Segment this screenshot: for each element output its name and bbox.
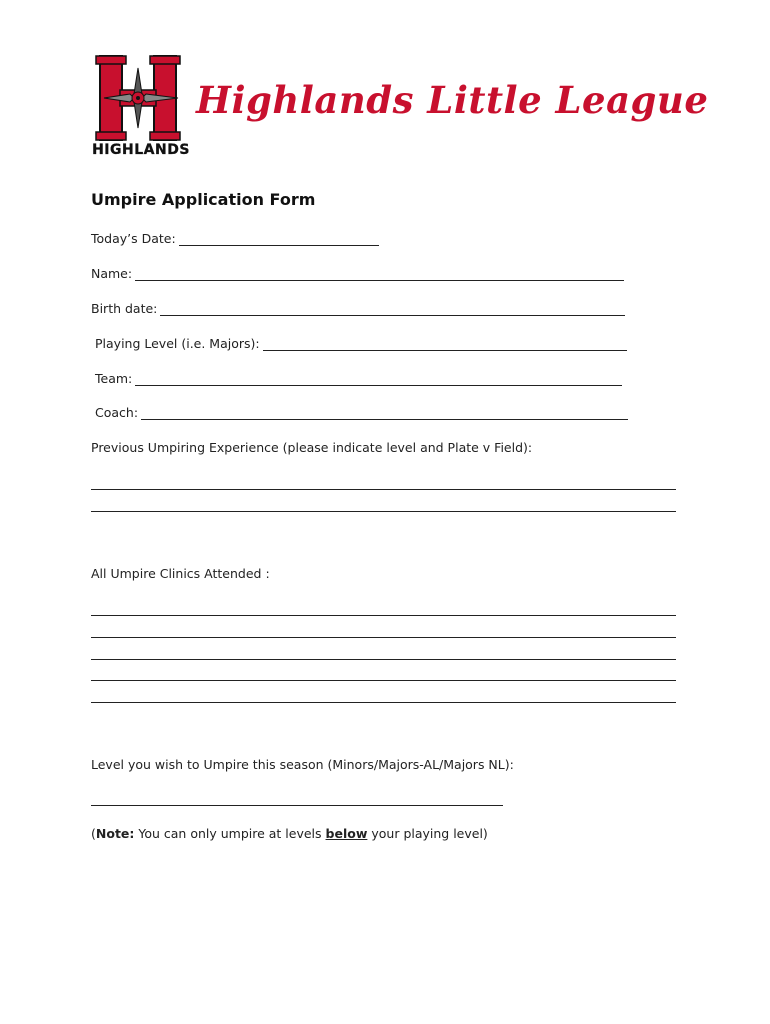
name-input-line[interactable] (135, 267, 624, 281)
coach-input-line[interactable] (141, 406, 628, 420)
team-label: Team: (95, 371, 133, 386)
league-title: Highlands Little League (196, 78, 709, 122)
coach-label: Coach: (95, 405, 139, 420)
note-bold-label: Note: (95, 826, 135, 841)
team-input-line[interactable] (135, 372, 622, 386)
note-text-part2: your playing level) (367, 826, 488, 841)
birth-date-label: Birth date: (91, 301, 158, 316)
note-text-part1: You can only umpire at levels (134, 826, 326, 841)
note-text (91, 826, 488, 841)
todays-date-field[interactable] (91, 231, 379, 246)
clinics-line-4[interactable] (91, 680, 676, 681)
previous-experience-label: Previous Umpiring Experience (please indicate level and Plate v Field): (91, 440, 533, 455)
level-wish-line[interactable] (91, 805, 503, 806)
clinics-line-3[interactable] (91, 659, 676, 660)
clinics-line-2[interactable] (91, 637, 676, 638)
note-open-paren: ( (91, 826, 96, 841)
playing-level-input-line[interactable] (263, 337, 627, 351)
previous-experience-line-2[interactable] (91, 511, 676, 512)
birth-date-input-line[interactable] (160, 302, 625, 316)
playing-level-label: Playing Level (i.e. Majors): (95, 336, 260, 351)
clinics-line-5[interactable] (91, 702, 676, 703)
note-underlined-word: below (325, 826, 368, 841)
name-field[interactable] (91, 266, 624, 281)
playing-level-field[interactable] (95, 336, 627, 351)
coach-field[interactable] (95, 405, 628, 420)
logo-wordmark: HIGHLANDS (92, 142, 190, 158)
team-field[interactable] (95, 371, 622, 386)
clinics-label: All Umpire Clinics Attended : (91, 566, 270, 581)
previous-experience-line-1[interactable] (91, 489, 676, 490)
todays-date-label: Today’s Date: (91, 231, 176, 246)
form-title: Umpire Application Form (91, 190, 316, 209)
birth-date-field[interactable] (91, 301, 625, 316)
clinics-line-1[interactable] (91, 615, 676, 616)
level-wish-label: Level you wish to Umpire this season (Minors/Majors-AL/Majors NL): (91, 757, 514, 772)
todays-date-input-line[interactable] (179, 232, 379, 246)
name-label: Name: (91, 266, 133, 281)
